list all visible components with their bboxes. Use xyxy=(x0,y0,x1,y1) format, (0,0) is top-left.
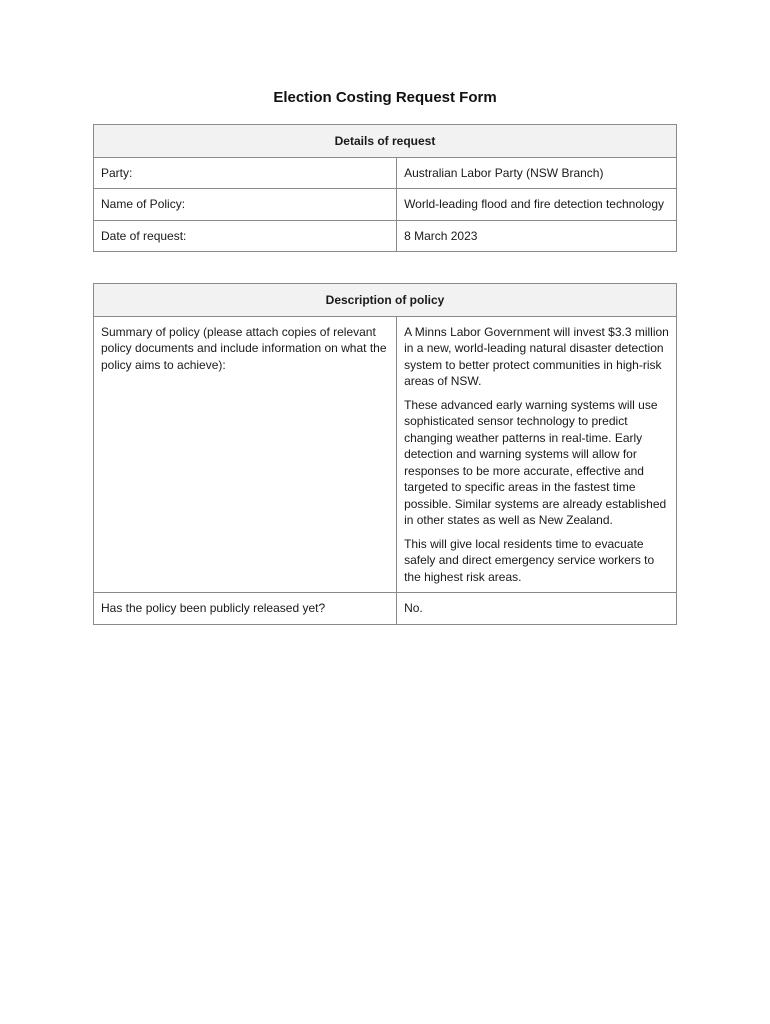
table-row xyxy=(94,316,677,593)
party-value: Australian Labor Party (NSW Branch) xyxy=(397,157,677,189)
table-row xyxy=(94,593,677,625)
table-row xyxy=(94,157,677,189)
details-section-header: Details of request xyxy=(94,125,677,158)
table-row xyxy=(94,220,677,252)
summary-value xyxy=(397,316,677,593)
table-row xyxy=(94,189,677,221)
public-release-label: Has the policy been publicly released yet? xyxy=(94,593,397,625)
details-of-request-table xyxy=(93,124,677,252)
request-date-label: Date of request: xyxy=(94,220,397,252)
public-release-value: No. xyxy=(397,593,677,625)
summary-label: Summary of policy (please attach copies of relevant policy documents and include information on what the policy aims to achieve): xyxy=(94,316,397,593)
summary-paragraph: This will give local residents time to evacuate safely and direct emergency service workers to the highest risk areas. xyxy=(404,536,655,584)
description-of-policy-table xyxy=(93,283,677,625)
page-title: Election Costing Request Form xyxy=(273,89,497,106)
policy-name-value: World-leading flood and fire detection technology xyxy=(397,189,677,221)
description-section-header: Description of policy xyxy=(94,284,677,317)
summary-paragraph: These advanced early warning systems will use sophisticated sensor technology to predict changing weather patterns in real-time. Early detection and warning systems will allow for responses to be more accurate, effective and targeted to specific areas in the fastest time possible. Similar systems are already established in other states as well as New Zealand. xyxy=(404,397,667,527)
request-date-value: 8 March 2023 xyxy=(397,220,677,252)
party-label: Party: xyxy=(94,157,397,189)
policy-name-label: Name of Policy: xyxy=(94,189,397,221)
summary-paragraph: A Minns Labor Government will invest $3.3 million in a new, world-leading natural disaster detection system to better protect communities in high-risk areas of NSW. xyxy=(404,324,669,388)
